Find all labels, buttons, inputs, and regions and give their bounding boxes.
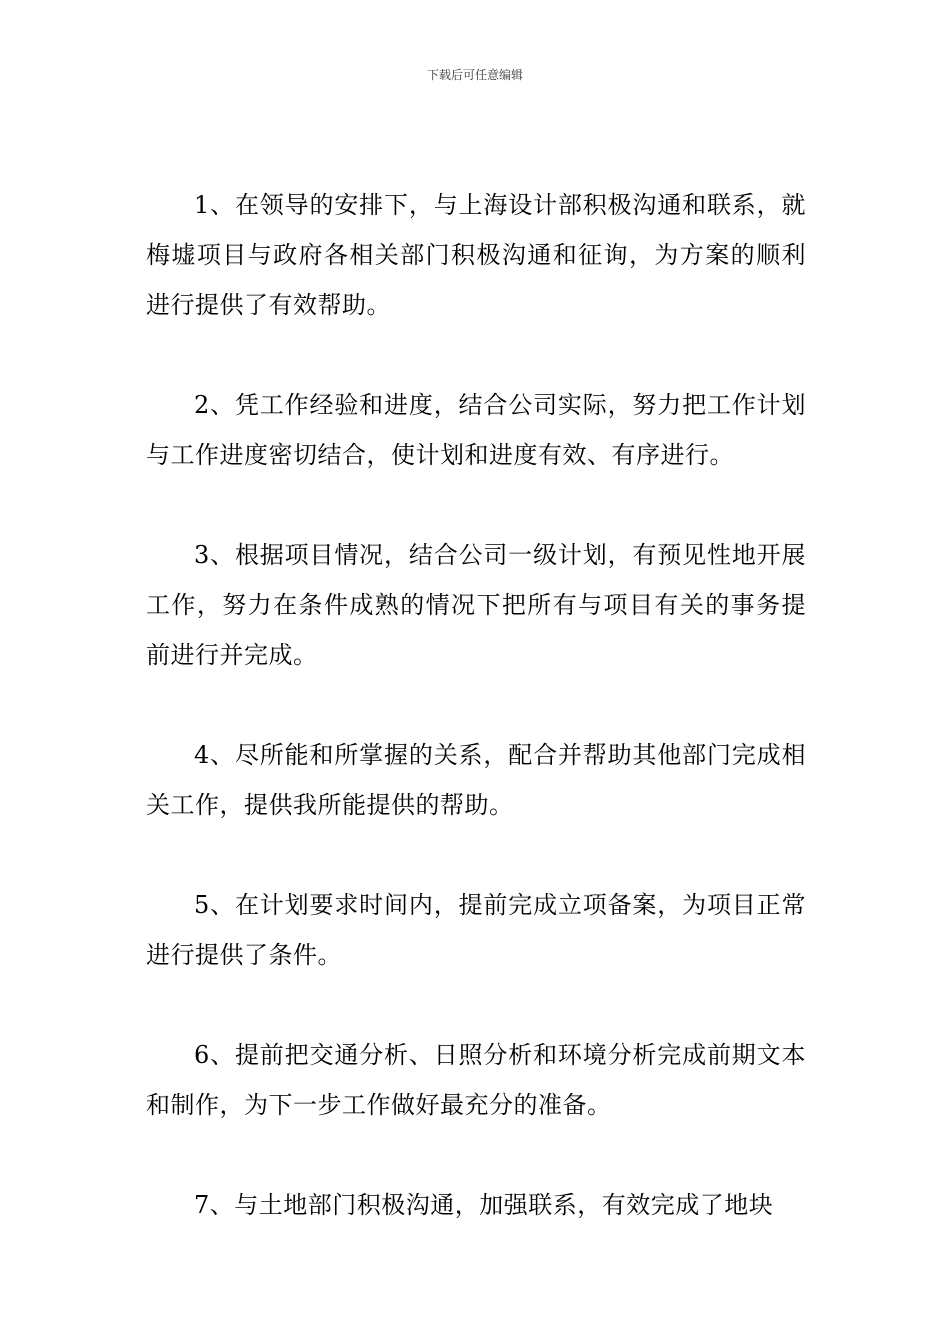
paragraph-6: 6、提前把交通分析、日照分析和环境分析完成前期文本和制作，为下一步工作做好最充分的准备。 xyxy=(146,1041,806,1119)
document-body xyxy=(146,180,806,1280)
header-note: 下载后可任意编辑 xyxy=(426,68,523,82)
paragraph-5: 5、在计划要求时间内，提前完成立项备案，为项目正常进行提供了条件。 xyxy=(146,891,806,969)
paragraph-7: 7、与土地部门积极沟通，加强联系，有效完成了地块 xyxy=(194,1191,774,1219)
paragraph-4: 4、尽所能和所掌握的关系，配合并帮助其他部门完成相关工作，提供我所能提供的帮助。 xyxy=(146,741,806,819)
paragraph-2: 2、凭工作经验和进度，结合公司实际，努力把工作计划与工作进度密切结合，使计划和进度有效、有序进行。 xyxy=(146,391,806,469)
paragraph-3: 3、根据项目情况，结合公司一级计划，有预见性地开展工作，努力在条件成熟的情况下把所有与项目有关的事务提前进行并完成。 xyxy=(146,541,806,669)
paragraph-1: 1、在领导的安排下，与上海设计部积极沟通和联系，就梅墟项目与政府各相关部门积极沟通和征询，为方案的顺利进行提供了有效帮助。 xyxy=(146,191,806,319)
